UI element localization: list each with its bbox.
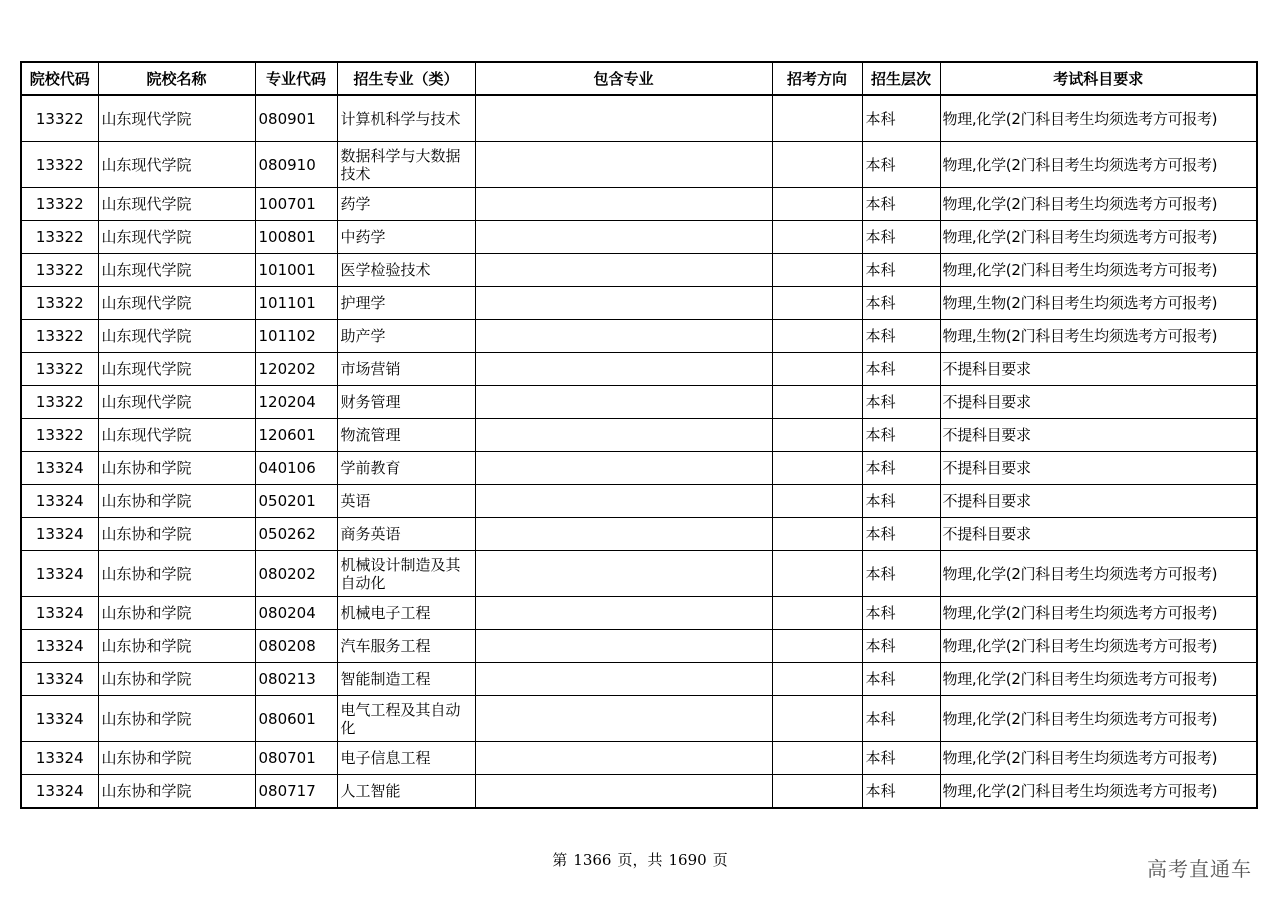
subject-requirement-cell: 不提科目要求	[940, 485, 1257, 518]
level-cell: 本科	[862, 221, 940, 254]
school-code-cell: 13324	[21, 551, 98, 597]
major-code-cell: 040106	[255, 452, 337, 485]
school-code-cell: 13324	[21, 630, 98, 663]
subject-requirement-cell: 物理,生物(2门科目考生均须选考方可报考)	[940, 287, 1257, 320]
included-majors-cell	[475, 551, 772, 597]
table-row	[21, 188, 1257, 221]
header-direction: 招考方向	[772, 62, 862, 95]
table-row	[21, 95, 1257, 142]
major-code-cell: 080213	[255, 663, 337, 696]
school-name-cell: 山东协和学院	[98, 696, 255, 742]
subject-requirement-cell: 物理,化学(2门科目考生均须选考方可报考)	[940, 696, 1257, 742]
school-code-cell: 13324	[21, 597, 98, 630]
major-code-cell: 100801	[255, 221, 337, 254]
school-name-cell: 山东现代学院	[98, 287, 255, 320]
major-name-cell: 护理学	[337, 287, 475, 320]
footer-middle: 页，共	[617, 851, 663, 869]
major-name-cell: 物流管理	[337, 419, 475, 452]
school-code-cell: 13324	[21, 742, 98, 775]
direction-cell	[772, 485, 862, 518]
school-name-cell: 山东现代学院	[98, 254, 255, 287]
footer-total-pages: 1690	[668, 851, 707, 869]
included-majors-cell	[475, 254, 772, 287]
subject-requirement-cell: 不提科目要求	[940, 518, 1257, 551]
included-majors-cell	[475, 630, 772, 663]
major-code-cell: 080202	[255, 551, 337, 597]
included-majors-cell	[475, 386, 772, 419]
footer-page-number: 1366	[573, 851, 612, 869]
subject-requirement-cell: 物理,化学(2门科目考生均须选考方可报考)	[940, 775, 1257, 809]
header-school-name: 院校名称	[98, 62, 255, 95]
direction-cell	[772, 551, 862, 597]
included-majors-cell	[475, 221, 772, 254]
included-majors-cell	[475, 742, 772, 775]
major-code-cell: 120202	[255, 353, 337, 386]
major-name-cell: 人工智能	[337, 775, 475, 809]
level-cell: 本科	[862, 419, 940, 452]
direction-cell	[772, 386, 862, 419]
major-name-cell: 汽车服务工程	[337, 630, 475, 663]
major-name-cell: 英语	[337, 485, 475, 518]
subject-requirement-cell: 不提科目要求	[940, 353, 1257, 386]
school-code-cell: 13324	[21, 775, 98, 809]
direction-cell	[772, 452, 862, 485]
major-name-cell: 中药学	[337, 221, 475, 254]
subject-requirement-cell: 物理,化学(2门科目考生均须选考方可报考)	[940, 742, 1257, 775]
major-code-cell: 050262	[255, 518, 337, 551]
table-row	[21, 663, 1257, 696]
direction-cell	[772, 696, 862, 742]
school-code-cell: 13322	[21, 386, 98, 419]
level-cell: 本科	[862, 551, 940, 597]
table-row	[21, 775, 1257, 809]
major-code-cell: 100701	[255, 188, 337, 221]
table-row	[21, 630, 1257, 663]
major-code-cell: 101102	[255, 320, 337, 353]
school-name-cell: 山东协和学院	[98, 663, 255, 696]
school-name-cell: 山东现代学院	[98, 142, 255, 188]
table-row	[21, 518, 1257, 551]
school-name-cell: 山东现代学院	[98, 386, 255, 419]
major-name-cell: 机械设计制造及其自动化	[337, 551, 475, 597]
subject-requirement-cell: 物理,化学(2门科目考生均须选考方可报考)	[940, 188, 1257, 221]
level-cell: 本科	[862, 518, 940, 551]
major-name-cell: 市场营销	[337, 353, 475, 386]
direction-cell	[772, 597, 862, 630]
school-name-cell: 山东协和学院	[98, 742, 255, 775]
level-cell: 本科	[862, 485, 940, 518]
school-code-cell: 13322	[21, 419, 98, 452]
level-cell: 本科	[862, 95, 940, 142]
level-cell: 本科	[862, 320, 940, 353]
footer-prefix: 第	[552, 851, 568, 869]
subject-requirement-cell: 物理,生物(2门科目考生均须选考方可报考)	[940, 320, 1257, 353]
included-majors-cell	[475, 142, 772, 188]
major-code-cell: 080601	[255, 696, 337, 742]
school-code-cell: 13322	[21, 353, 98, 386]
included-majors-cell	[475, 696, 772, 742]
school-name-cell: 山东协和学院	[98, 485, 255, 518]
direction-cell	[772, 742, 862, 775]
table-row	[21, 485, 1257, 518]
subject-requirement-cell: 物理,化学(2门科目考生均须选考方可报考)	[940, 663, 1257, 696]
watermark-text: 高考直通车	[1147, 857, 1252, 881]
direction-cell	[772, 663, 862, 696]
direction-cell	[772, 95, 862, 142]
level-cell: 本科	[862, 188, 940, 221]
major-code-cell: 101001	[255, 254, 337, 287]
major-name-cell: 药学	[337, 188, 475, 221]
included-majors-cell	[475, 188, 772, 221]
major-name-cell: 计算机科学与技术	[337, 95, 475, 142]
table-row	[21, 142, 1257, 188]
level-cell: 本科	[862, 696, 940, 742]
admission-table	[20, 61, 1258, 809]
major-name-cell: 助产学	[337, 320, 475, 353]
table-row	[21, 386, 1257, 419]
subject-requirement-cell: 物理,化学(2门科目考生均须选考方可报考)	[940, 597, 1257, 630]
level-cell: 本科	[862, 386, 940, 419]
table-row	[21, 742, 1257, 775]
major-name-cell: 商务英语	[337, 518, 475, 551]
direction-cell	[772, 320, 862, 353]
subject-requirement-cell: 物理,化学(2门科目考生均须选考方可报考)	[940, 142, 1257, 188]
school-code-cell: 13322	[21, 188, 98, 221]
header-school-code: 院校代码	[21, 62, 98, 95]
included-majors-cell	[475, 419, 772, 452]
major-name-cell: 数据科学与大数据技术	[337, 142, 475, 188]
subject-requirement-cell: 物理,化学(2门科目考生均须选考方可报考)	[940, 551, 1257, 597]
school-name-cell: 山东现代学院	[98, 353, 255, 386]
school-name-cell: 山东现代学院	[98, 419, 255, 452]
direction-cell	[772, 287, 862, 320]
table-body	[21, 95, 1257, 808]
major-code-cell: 080717	[255, 775, 337, 809]
major-code-cell: 101101	[255, 287, 337, 320]
level-cell: 本科	[862, 775, 940, 809]
included-majors-cell	[475, 597, 772, 630]
direction-cell	[772, 630, 862, 663]
included-majors-cell	[475, 775, 772, 809]
header-subject-requirement: 考试科目要求	[940, 62, 1257, 95]
direction-cell	[772, 188, 862, 221]
direction-cell	[772, 419, 862, 452]
footer-suffix: 页	[712, 851, 728, 869]
major-code-cell: 080901	[255, 95, 337, 142]
included-majors-cell	[475, 663, 772, 696]
school-code-cell: 13322	[21, 320, 98, 353]
level-cell: 本科	[862, 742, 940, 775]
header-level: 招生层次	[862, 62, 940, 95]
major-name-cell: 财务管理	[337, 386, 475, 419]
school-name-cell: 山东协和学院	[98, 551, 255, 597]
table-row	[21, 254, 1257, 287]
included-majors-cell	[475, 287, 772, 320]
page-footer	[0, 849, 1280, 870]
school-name-cell: 山东协和学院	[98, 597, 255, 630]
school-name-cell: 山东现代学院	[98, 221, 255, 254]
table-row	[21, 696, 1257, 742]
school-name-cell: 山东现代学院	[98, 188, 255, 221]
direction-cell	[772, 142, 862, 188]
included-majors-cell	[475, 95, 772, 142]
school-name-cell: 山东协和学院	[98, 518, 255, 551]
table-row	[21, 353, 1257, 386]
major-name-cell: 学前教育	[337, 452, 475, 485]
included-majors-cell	[475, 353, 772, 386]
school-name-cell: 山东协和学院	[98, 452, 255, 485]
school-code-cell: 13324	[21, 696, 98, 742]
school-code-cell: 13322	[21, 142, 98, 188]
major-name-cell: 智能制造工程	[337, 663, 475, 696]
major-name-cell: 电子信息工程	[337, 742, 475, 775]
table-row	[21, 551, 1257, 597]
level-cell: 本科	[862, 452, 940, 485]
table-row	[21, 221, 1257, 254]
included-majors-cell	[475, 518, 772, 551]
table-row	[21, 419, 1257, 452]
school-name-cell: 山东现代学院	[98, 95, 255, 142]
level-cell: 本科	[862, 287, 940, 320]
table-row	[21, 287, 1257, 320]
subject-requirement-cell: 物理,化学(2门科目考生均须选考方可报考)	[940, 221, 1257, 254]
header-major-code: 专业代码	[255, 62, 337, 95]
level-cell: 本科	[862, 663, 940, 696]
direction-cell	[772, 353, 862, 386]
table-row	[21, 597, 1257, 630]
major-code-cell: 080701	[255, 742, 337, 775]
major-code-cell: 080204	[255, 597, 337, 630]
level-cell: 本科	[862, 254, 940, 287]
subject-requirement-cell: 物理,化学(2门科目考生均须选考方可报考)	[940, 254, 1257, 287]
major-code-cell: 120204	[255, 386, 337, 419]
included-majors-cell	[475, 452, 772, 485]
school-code-cell: 13324	[21, 452, 98, 485]
level-cell: 本科	[862, 142, 940, 188]
table-row	[21, 452, 1257, 485]
subject-requirement-cell: 物理,化学(2门科目考生均须选考方可报考)	[940, 95, 1257, 142]
subject-requirement-cell: 物理,化学(2门科目考生均须选考方可报考)	[940, 630, 1257, 663]
major-code-cell: 080208	[255, 630, 337, 663]
major-code-cell: 120601	[255, 419, 337, 452]
school-name-cell: 山东协和学院	[98, 775, 255, 809]
level-cell: 本科	[862, 597, 940, 630]
table-row	[21, 320, 1257, 353]
school-code-cell: 13322	[21, 95, 98, 142]
direction-cell	[772, 221, 862, 254]
direction-cell	[772, 775, 862, 809]
school-code-cell: 13324	[21, 663, 98, 696]
school-name-cell: 山东现代学院	[98, 320, 255, 353]
major-name-cell: 机械电子工程	[337, 597, 475, 630]
school-code-cell: 13322	[21, 287, 98, 320]
school-name-cell: 山东协和学院	[98, 630, 255, 663]
school-code-cell: 13324	[21, 485, 98, 518]
school-code-cell: 13322	[21, 221, 98, 254]
included-majors-cell	[475, 485, 772, 518]
direction-cell	[772, 518, 862, 551]
subject-requirement-cell: 不提科目要求	[940, 419, 1257, 452]
included-majors-cell	[475, 320, 772, 353]
subject-requirement-cell: 不提科目要求	[940, 452, 1257, 485]
subject-requirement-cell: 不提科目要求	[940, 386, 1257, 419]
major-name-cell: 医学检验技术	[337, 254, 475, 287]
school-code-cell: 13322	[21, 254, 98, 287]
table-header-row	[21, 62, 1257, 95]
level-cell: 本科	[862, 353, 940, 386]
school-code-cell: 13324	[21, 518, 98, 551]
level-cell: 本科	[862, 630, 940, 663]
major-code-cell: 080910	[255, 142, 337, 188]
header-included-majors: 包含专业	[475, 62, 772, 95]
major-name-cell: 电气工程及其自动化	[337, 696, 475, 742]
major-code-cell: 050201	[255, 485, 337, 518]
direction-cell	[772, 254, 862, 287]
header-major-name: 招生专业（类）	[337, 62, 475, 95]
